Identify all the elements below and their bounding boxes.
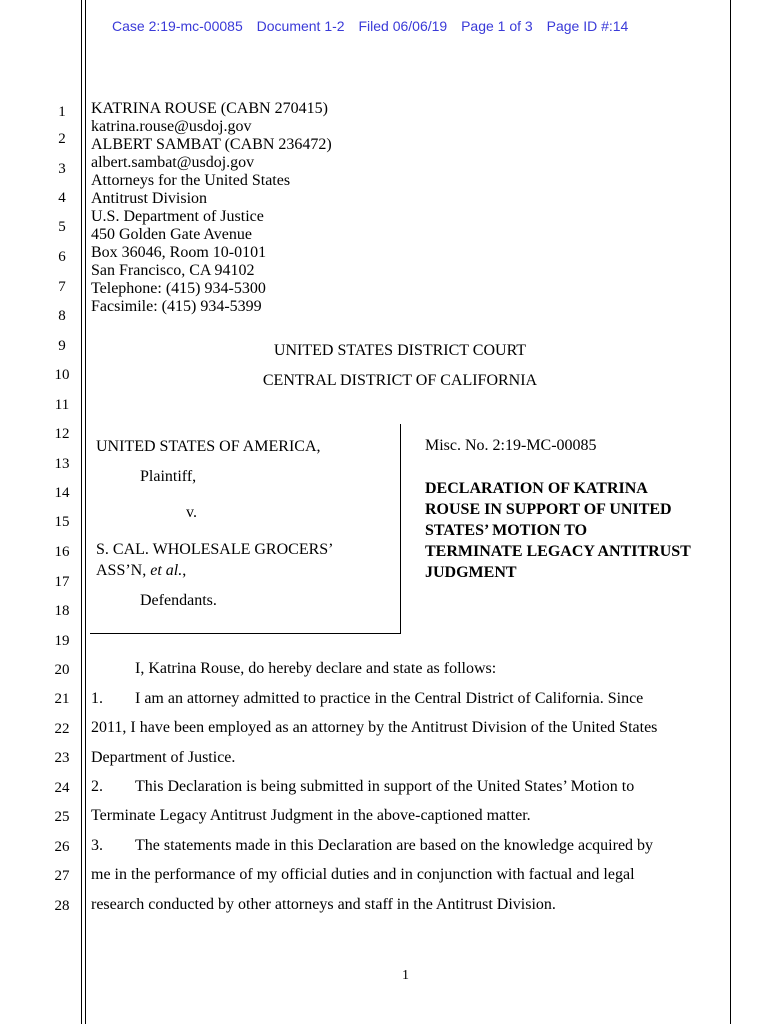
page-id: Page ID #:14 <box>546 18 629 34</box>
defendant-name-line-1: S. CAL. WHOLESALE GROCERS’ <box>96 541 334 558</box>
document-title <box>425 478 691 583</box>
line-number: 8 <box>58 308 66 324</box>
line-number: 12 <box>54 426 70 442</box>
defendant-role: Defendants. <box>140 592 217 609</box>
counsel-block <box>91 100 332 316</box>
line-number: 25 <box>54 809 70 825</box>
line-number: 1 <box>58 104 66 120</box>
case-number: Case 2:19-mc-00085 <box>112 18 243 34</box>
page-count: Page 1 of 3 <box>461 18 533 34</box>
document-title-line: TERMINATE LEGACY ANTITRUST <box>425 543 691 560</box>
paragraph-number: 3. <box>91 837 103 854</box>
counsel-line: U.S. Department of Justice <box>91 208 264 225</box>
line-number: 26 <box>54 839 70 855</box>
ecf-header-stamp <box>112 18 638 34</box>
line-number: 2 <box>58 131 66 147</box>
right-margin-rule <box>730 0 731 1024</box>
counsel-line: katrina.rouse@usdoj.gov <box>91 118 252 135</box>
plaintiff-role: Plaintiff, <box>140 468 197 485</box>
versus: v. <box>186 504 197 521</box>
line-number: 5 <box>58 219 66 235</box>
line-number: 3 <box>58 161 66 177</box>
line-number: 14 <box>54 485 70 501</box>
paragraph-2-line-1: This Declaration is being submitted in support of the United States’ Motion to <box>135 778 635 795</box>
line-number: 16 <box>54 544 70 560</box>
paragraph-number: 1. <box>91 690 103 707</box>
counsel-line: Box 36046, Room 10-0101 <box>91 244 267 261</box>
defendant-name-part: , <box>182 562 187 579</box>
line-number: 10 <box>54 367 70 383</box>
line-number: 4 <box>58 190 66 206</box>
line-number: 20 <box>54 662 70 678</box>
line-number: 13 <box>54 456 70 472</box>
paragraph-3-line-2: me in the performance of my official duties and in conjunction with factual and legal <box>91 866 635 883</box>
caption-divider-horizontal <box>90 633 401 634</box>
filed-date: Filed 06/06/19 <box>358 18 448 34</box>
document-title-line: STATES’ MOTION TO <box>425 522 588 539</box>
left-margin-rule-inner <box>85 0 86 1024</box>
court-name-line-2: CENTRAL DISTRICT OF CALIFORNIA <box>262 372 538 389</box>
counsel-line: Attorneys for the United States <box>91 172 291 189</box>
paragraph-1-line-3: Department of Justice. <box>91 749 236 766</box>
et-al-italic: et al. <box>150 562 183 579</box>
line-number: 24 <box>54 780 70 796</box>
defendant-name-part: ASS’N, <box>96 562 151 579</box>
line-number: 7 <box>58 279 66 295</box>
line-number: 6 <box>58 249 66 265</box>
plaintiff-name: UNITED STATES OF AMERICA, <box>96 438 321 455</box>
line-number: 23 <box>54 750 70 766</box>
line-number: 15 <box>54 514 70 530</box>
counsel-line: Telephone: (415) 934-5300 <box>91 280 266 297</box>
paragraph-1-line-2: 2011, I have been employed as an attorney by the Antitrust Division of the United States <box>91 719 658 736</box>
line-number: 21 <box>54 691 70 707</box>
counsel-line: KATRINA ROUSE (CABN 270415) <box>91 100 328 117</box>
line-number: 22 <box>54 721 70 737</box>
paragraph-2-line-2: Terminate Legacy Antitrust Judgment in the above-captioned matter. <box>91 807 531 824</box>
misc-number: Misc. No. 2:19-MC-00085 <box>425 437 597 454</box>
line-number: 27 <box>54 868 70 884</box>
document-title-line: JUDGMENT <box>425 564 517 581</box>
counsel-line: ALBERT SAMBAT (CABN 236472) <box>91 136 332 153</box>
document-title-line: ROUSE IN SUPPORT OF UNITED <box>425 501 672 518</box>
defendant-name-line-2 <box>96 562 186 580</box>
left-margin-rule-outer <box>81 0 82 1024</box>
line-number: 9 <box>58 338 66 354</box>
paragraph-3-line-1: The statements made in this Declaration are based on the knowledge acquired by <box>135 837 654 854</box>
line-number: 28 <box>54 898 70 914</box>
caption-divider-vertical <box>400 424 401 634</box>
counsel-line: San Francisco, CA 94102 <box>91 262 255 279</box>
declaration-intro: I, Katrina Rouse, do hereby declare and state as follows: <box>135 660 497 677</box>
paragraph-number: 2. <box>91 778 103 795</box>
counsel-line: Antitrust Division <box>91 190 208 207</box>
line-number: 17 <box>54 574 70 590</box>
counsel-line: albert.sambat@usdoj.gov <box>91 154 255 171</box>
line-number: 11 <box>54 397 70 413</box>
page-number: 1 <box>402 968 409 983</box>
line-number: 19 <box>54 633 70 649</box>
counsel-line: 450 Golden Gate Avenue <box>91 226 252 243</box>
paragraph-1-line-1: I am an attorney admitted to practice in the Central District of California. Since <box>135 690 644 707</box>
paragraph-3-line-3: research conducted by other attorneys and staff in the Antitrust Division. <box>91 896 556 913</box>
document-title-line: DECLARATION OF KATRINA <box>425 480 648 497</box>
line-number: 18 <box>54 603 70 619</box>
court-name-line-1: UNITED STATES DISTRICT COURT <box>273 342 527 359</box>
counsel-line: Facsimile: (415) 934-5399 <box>91 298 262 315</box>
document-number: Document 1-2 <box>256 18 345 34</box>
